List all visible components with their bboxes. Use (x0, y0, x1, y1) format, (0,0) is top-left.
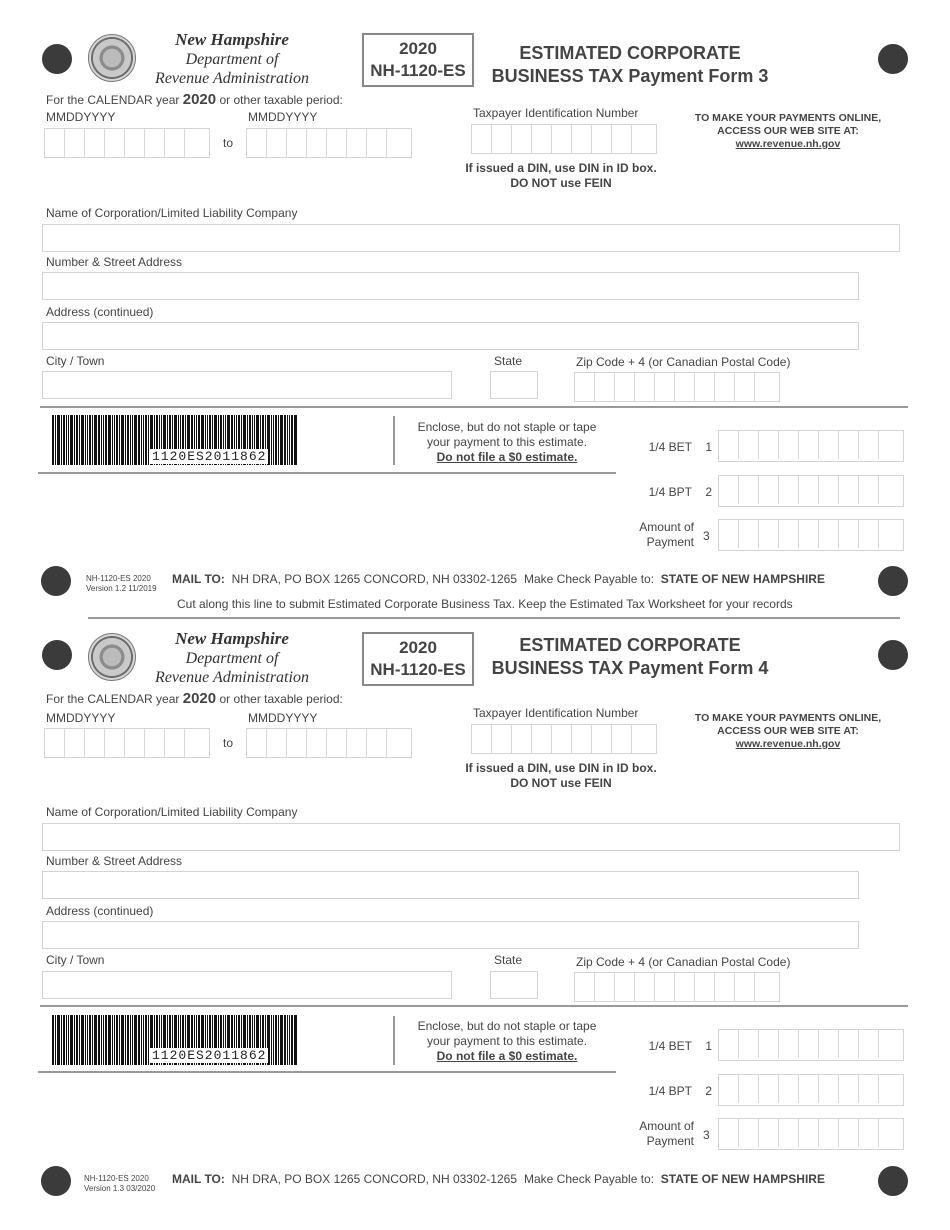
payment-amount-input[interactable] (718, 1118, 904, 1150)
state-input[interactable] (490, 971, 538, 999)
date-format-from: MMDDYYYY (46, 711, 116, 725)
enclose-instructions: Enclose, but do not staple or tape your payment to this estimate. Do not file a $0 estimate. (417, 420, 597, 464)
tin-input[interactable] (471, 724, 657, 754)
tin-label: Taxpayer Identification Number (473, 106, 639, 120)
address2-label: Address (continued) (46, 305, 154, 319)
period-end-date-input[interactable] (246, 128, 412, 158)
to-label: to (223, 736, 234, 750)
barcode-separator (393, 416, 395, 465)
bpt-amount-input[interactable] (718, 1074, 904, 1106)
payment-amount-input[interactable] (718, 519, 904, 551)
registration-mark (42, 44, 72, 74)
corp-name-label: Name of Corporation/Limited Liability Company (46, 206, 298, 220)
state-seal-icon (88, 633, 136, 681)
calendar-year-label: For the CALENDAR year 2020 or other taxable period: (46, 91, 343, 108)
state-label: State (494, 953, 523, 967)
barcode-separator (393, 1016, 395, 1065)
form-title: ESTIMATED CORPORATE BUSINESS TAX Payment Form 4 (491, 635, 769, 678)
din-instructions: If issued a DIN, use DIN in ID box. DO NOT use FEIN (465, 761, 657, 790)
tin-input[interactable] (471, 124, 657, 154)
street-input[interactable] (42, 871, 859, 899)
tin-label: Taxpayer Identification Number (473, 706, 639, 720)
city-label: City / Town (46, 953, 105, 967)
barcode-underline (38, 472, 616, 474)
date-format-to: MMDDYYYY (248, 110, 318, 124)
registration-mark (878, 44, 908, 74)
din-instructions: If issued a DIN, use DIN in ID box. DO NOT use FEIN (465, 161, 657, 190)
mailing-address: MAIL TO: NH DRA, PO BOX 1265 CONCORD, NH 03302-1265 (172, 1172, 518, 1186)
line3-number: 3 (703, 1128, 710, 1142)
bet-amount-input[interactable] (718, 430, 904, 462)
barcode-underline (38, 1071, 616, 1073)
registration-mark (878, 566, 908, 596)
corp-name-input[interactable] (42, 224, 900, 252)
registration-mark (41, 566, 71, 596)
address2-input[interactable] (42, 921, 859, 949)
zip-label: Zip Code + 4 (or Canadian Postal Code) (576, 355, 791, 369)
registration-mark (41, 1166, 71, 1196)
form-id-box: 2020 NH-1120-ES (362, 33, 474, 87)
barcode-number: 1120ES2011862 (152, 1048, 267, 1063)
payable-to: Make Check Payable to: STATE OF NEW HAMPSHIRE (524, 1172, 825, 1186)
mailing-address: MAIL TO: NH DRA, PO BOX 1265 CONCORD, NH 03302-1265 (172, 572, 518, 586)
bpt-amount-input[interactable] (718, 475, 904, 507)
zip-input[interactable] (574, 972, 780, 1002)
barcode-number: 1120ES2011862 (152, 449, 267, 464)
city-input[interactable] (42, 371, 452, 399)
online-payment-notice: TO MAKE YOUR PAYMENTS ONLINE, ACCESS OUR WEB SITE AT: www.revenue.nh.gov (683, 112, 893, 151)
period-end-date-input[interactable] (246, 728, 412, 758)
line3-number: 3 (703, 529, 710, 543)
city-input[interactable] (42, 971, 452, 999)
section-divider (40, 406, 908, 408)
address2-label: Address (continued) (46, 904, 154, 918)
registration-mark (878, 640, 908, 670)
agency-name: New Hampshire Department of Revenue Administration (155, 629, 309, 686)
website-link[interactable]: www.revenue.nh.gov (735, 738, 841, 750)
corp-name-label: Name of Corporation/Limited Liability Company (46, 805, 298, 819)
zip-input[interactable] (574, 372, 780, 402)
bet-amount-input[interactable] (718, 1029, 904, 1061)
street-label: Number & Street Address (46, 854, 183, 868)
corp-name-input[interactable] (42, 823, 900, 851)
calendar-year-label: For the CALENDAR year 2020 or other taxable period: (46, 690, 343, 707)
website-link[interactable]: www.revenue.nh.gov (735, 138, 841, 150)
state-input[interactable] (490, 371, 538, 399)
city-label: City / Town (46, 354, 105, 368)
date-format-from: MMDDYYYY (46, 110, 116, 124)
agency-name: New Hampshire Department of Revenue Administration (155, 30, 309, 87)
zip-label: Zip Code + 4 (or Canadian Postal Code) (576, 955, 791, 969)
line3-label: Amount of Payment (639, 1119, 694, 1148)
form-id-box: 2020 NH-1120-ES (362, 632, 474, 686)
street-input[interactable] (42, 272, 859, 300)
period-start-date-input[interactable] (44, 728, 210, 758)
to-label: to (223, 136, 234, 150)
registration-mark (878, 1166, 908, 1196)
payment-form-4 (0, 600, 950, 1200)
section-divider (40, 1005, 908, 1007)
cut-line-instructions: Cut along this line to submit Estimated Corporate Business Tax. Keep the Estimated Tax Worksheet for your records (177, 597, 793, 611)
line2-label: 1/4 BPT 2 (648, 1084, 712, 1098)
online-payment-notice: TO MAKE YOUR PAYMENTS ONLINE, ACCESS OUR WEB SITE AT: www.revenue.nh.gov (683, 712, 893, 751)
period-start-date-input[interactable] (44, 128, 210, 158)
registration-mark (42, 640, 72, 670)
enclose-instructions: Enclose, but do not staple or tape your payment to this estimate. Do not file a $0 estimate. (417, 1019, 597, 1063)
form-title: ESTIMATED CORPORATE BUSINESS TAX Payment Form 3 (491, 43, 769, 86)
address2-input[interactable] (42, 322, 859, 350)
form-version: NH-1120-ES 2020 Version 1.2 11/2019 (86, 574, 157, 593)
line2-label: 1/4 BPT 2 (648, 485, 712, 499)
payment-form-3 (0, 0, 950, 611)
state-label: State (494, 354, 523, 368)
street-label: Number & Street Address (46, 255, 183, 269)
form-version: NH-1120-ES 2020 Version 1.3 03/2020 (84, 1174, 156, 1193)
line1-label: 1/4 BET 1 (648, 440, 712, 454)
line3-label: Amount of Payment (639, 520, 694, 549)
date-format-to: MMDDYYYY (248, 711, 318, 725)
state-seal-icon (88, 34, 136, 82)
payable-to: Make Check Payable to: STATE OF NEW HAMPSHIRE (524, 572, 825, 586)
line1-label: 1/4 BET 1 (648, 1039, 712, 1053)
